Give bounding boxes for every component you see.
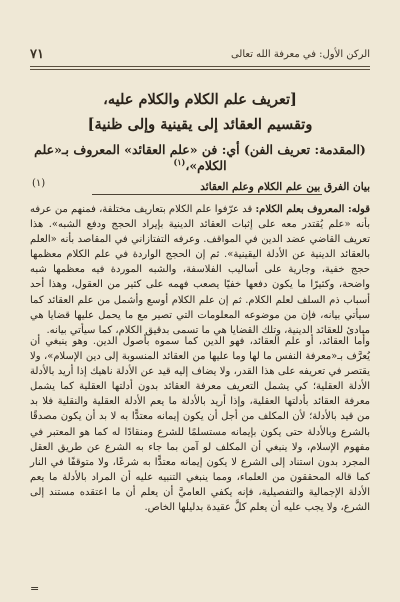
- section-subtitle: [30, 142, 370, 173]
- chapter-title-line-2: وتقسيم العقائد إلى يقينية وإلى ظنية]: [87, 116, 313, 133]
- footnote-marker: (١): [32, 178, 46, 189]
- chapter-title-line-1: [تعريف علم الكلام والكلام عليه،: [103, 91, 297, 108]
- paragraph-1: [30, 202, 370, 338]
- subtitle-text: (المقدمة: تعريف الفن) أي: فن «علم العقائد» المعروف بـ«علم الكلام»،: [34, 142, 366, 174]
- paragraph-2: وأما العقائد، أو علم العقائد، فهو الدين كما سموه بأصول الدين. وهو ينبغي أن يُعرَّف بـ«معرفة النفس ما لها وما عليها من العقائد المنسوبة إلى دين الإسلام»، ولا يقتصر في تعريفه على هذا القدر، ولا يضاف إليه قيد عن الأدلة ناهيك إذا أريد بالأدلة الأدلة العقلية؛ كي يشمل التعريف معرفة العقائد بدون أدلتها العقلية كما يشمل معرفة العقائد بأدلتها العقلية، وإذا أريد بالأدلة ما يعم الأدلة العقلية والنقلية فلا بد من قيد بالأدلة؛ لأن المكلف من أجل أن يكون إيمانه معتدًّا به لا بد أن يكون مصدقًا بالشرع وبالأدلة حتى يكون بإيمانه مستسلمًا للشرع ومنقادًا له كما هو المعتبر في مفهوم الإسلام، ولا ينبغي أن المكلف لو آمن بما جاء به الشرع عن طريق العقل المجرد بدون استناد إلى الشرع لا يكون إيمانه معتدًّا به شرعًا، ولا متوقفًا في النار كما قاله المحققون من العلماء، ومما ينبغي التنبيه عليه أن المراد بالأدلة ما يعم الأدلة الإجمالية والتفصيلية، فإنه يكفي العاميَّ أن يعلم أن ما اعتقده مستند إلى الشرع، ولا يجب عليه أن يعلم كلَّ عقيدة بدليلها الخاص.: [30, 336, 370, 514]
- header-rule: [30, 66, 370, 67]
- page-header: [30, 44, 370, 64]
- section-heading: بيان الفرق بين علم الكلام وعلم العقائد: [200, 181, 370, 193]
- section-heading-underline: [92, 194, 322, 195]
- running-title: الركن الأول: في معرفة الله تعالى: [230, 48, 370, 60]
- page-number: ٧١: [30, 46, 44, 62]
- header-rule-thin: [30, 69, 370, 70]
- paragraph-1-text: قد عرّفوا علم الكلام بتعاريف مختلفة، فمنهم من عرفه بأنه «علم يُقتدر معه على إثبات العقائد الدينية بإيراد الحجج ودفع الشبه». هذا تعريف القاضي عضد الدين في المواقف. وعرفه التفتازاني في المقاصد بأنه «العلم بالعقائد الدينية عن الأدلة اليقينية». ثم إن الحجج الواردة في علم الكلام معظمها حجج خفية، وجارية على أساليب الفلاسفة، والشبه الموردة فيه معظمها شبه واضحة، وكثيرًا ما يكون دفعها خفيًا يصعب فهمه على كثير من العقول، وهذا أحد أسباب ذم السلف لعلم الكلام. ثم إن علم الكلام أوسع وأشمل من علم العقائد كما سيأتي بيانه، فإن من موضوعه المعلومات التي تصير مع ما يحمل عليها قضايا هي مبادئ للعقائد الدينية، وتلك القضايا هي ما تسمى بدقيق الكلام، كما سيأتي بيانه.: [30, 204, 370, 336]
- continuation-mark: =: [30, 582, 40, 595]
- paragraph-1-lead: قوله: المعروف بعلم الكلام:: [255, 204, 370, 215]
- subtitle-footnote-ref: (١): [173, 157, 186, 167]
